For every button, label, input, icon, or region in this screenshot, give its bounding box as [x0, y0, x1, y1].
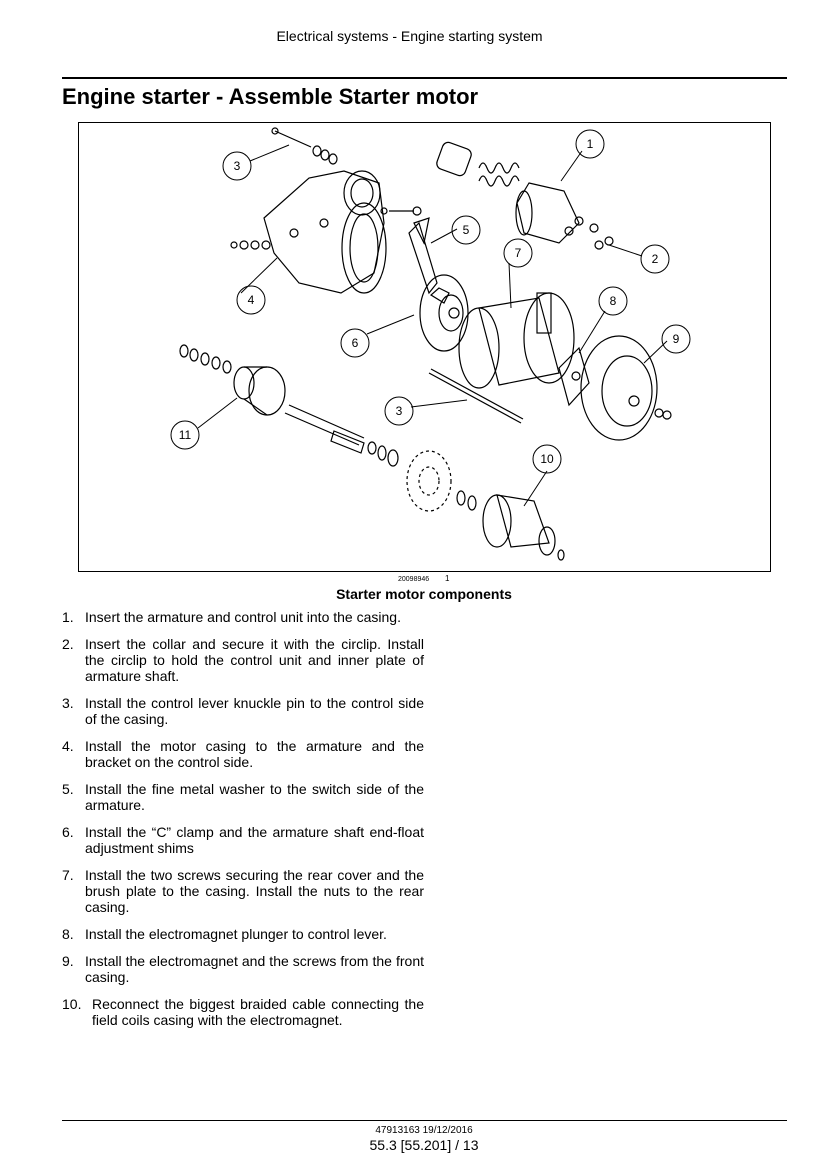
pinion-drive	[234, 367, 285, 415]
list-item	[62, 996, 424, 1028]
callout-1: 1	[586, 137, 594, 151]
step-text: Install the electromagnet and the screws from the front casing.	[85, 953, 424, 985]
list-item	[62, 926, 424, 942]
solenoid	[516, 183, 613, 249]
figure-id: 20098946	[398, 576, 430, 583]
long-bolt	[272, 128, 337, 164]
figure-number: 1	[445, 574, 450, 583]
spacer-washers	[457, 491, 476, 510]
assembly-steps	[62, 609, 424, 1039]
overrunning-clutch	[483, 495, 564, 560]
list-item	[62, 867, 424, 915]
step-text: Reconnect the biggest braided cable connecting the field coils casing with the electromagnet.	[92, 996, 424, 1028]
exploded-view-figure	[78, 122, 771, 572]
nuts-left	[231, 241, 270, 249]
step-number: 3.	[62, 695, 74, 711]
list-item	[62, 953, 424, 985]
callout-3-lower: 3	[395, 404, 403, 418]
step-number: 9.	[62, 953, 74, 969]
field-frame	[459, 293, 574, 388]
step-text: Install the “C” clamp and the armature shaft end-float adjustment shims	[85, 824, 424, 856]
small-bolt	[381, 207, 421, 215]
rear-cover	[581, 336, 671, 440]
washer-set	[180, 345, 231, 373]
step-number: 1.	[62, 609, 74, 625]
callout-2: 2	[651, 252, 659, 266]
step-text: Install the motor casing to the armature and the bracket on the control side.	[85, 738, 424, 770]
list-item	[62, 636, 424, 684]
callout-8: 8	[609, 294, 617, 308]
armature-ghost	[407, 451, 451, 511]
step-text: Install the electromagnet plunger to control lever.	[85, 926, 387, 942]
callout-9: 9	[672, 332, 680, 346]
plunger-and-spring	[435, 141, 519, 186]
list-item	[62, 781, 424, 813]
callout-6: 6	[351, 336, 359, 350]
shift-lever	[409, 218, 449, 303]
document-id: 47913163 19/12/2016	[375, 1125, 473, 1136]
running-header: Electrical systems - Engine starting system	[276, 28, 543, 44]
step-number: 5.	[62, 781, 74, 797]
armature-shaft	[285, 405, 398, 466]
page-reference: 55.3 [55.201] / 13	[369, 1137, 479, 1153]
bottom-divider	[62, 1120, 787, 1121]
step-text: Insert the armature and control unit into the casing.	[85, 609, 401, 625]
step-number: 4.	[62, 738, 74, 754]
end-bracket	[420, 275, 468, 351]
callout-5: 5	[462, 223, 470, 237]
list-item	[62, 824, 424, 856]
top-divider	[62, 77, 787, 79]
step-number: 8.	[62, 926, 74, 942]
list-item	[62, 738, 424, 770]
step-number: 2.	[62, 636, 74, 652]
callout-3: 3	[233, 159, 241, 173]
list-item	[62, 695, 424, 727]
step-text: Install the control lever knuckle pin to the control side of the casing.	[85, 695, 424, 727]
callout-7: 7	[514, 246, 522, 260]
page-title: Engine starter - Assemble Starter motor	[62, 84, 479, 109]
figure-caption: Starter motor components	[336, 586, 512, 602]
step-text: Install the fine metal washer to the switch side of the armature.	[85, 781, 424, 813]
callout-4: 4	[247, 293, 255, 307]
through-bolt	[429, 369, 523, 423]
step-number: 6.	[62, 824, 74, 840]
callout-11: 11	[178, 428, 192, 442]
list-item	[62, 609, 424, 625]
callout-10: 10	[540, 452, 554, 466]
step-number: 7.	[62, 867, 74, 883]
step-text: Insert the collar and secure it with the circlip. Install the circlip to hold the control unit and inner plate of armature shaft.	[85, 636, 424, 684]
step-text: Install the two screws securing the rear cover and the brush plate to the casing. Install the nuts to the rear casing.	[85, 867, 424, 915]
brush-plate	[559, 348, 589, 405]
starter-motor-diagram	[79, 123, 770, 571]
step-number: 10.	[62, 996, 82, 1012]
drive-end-housing	[264, 171, 386, 293]
